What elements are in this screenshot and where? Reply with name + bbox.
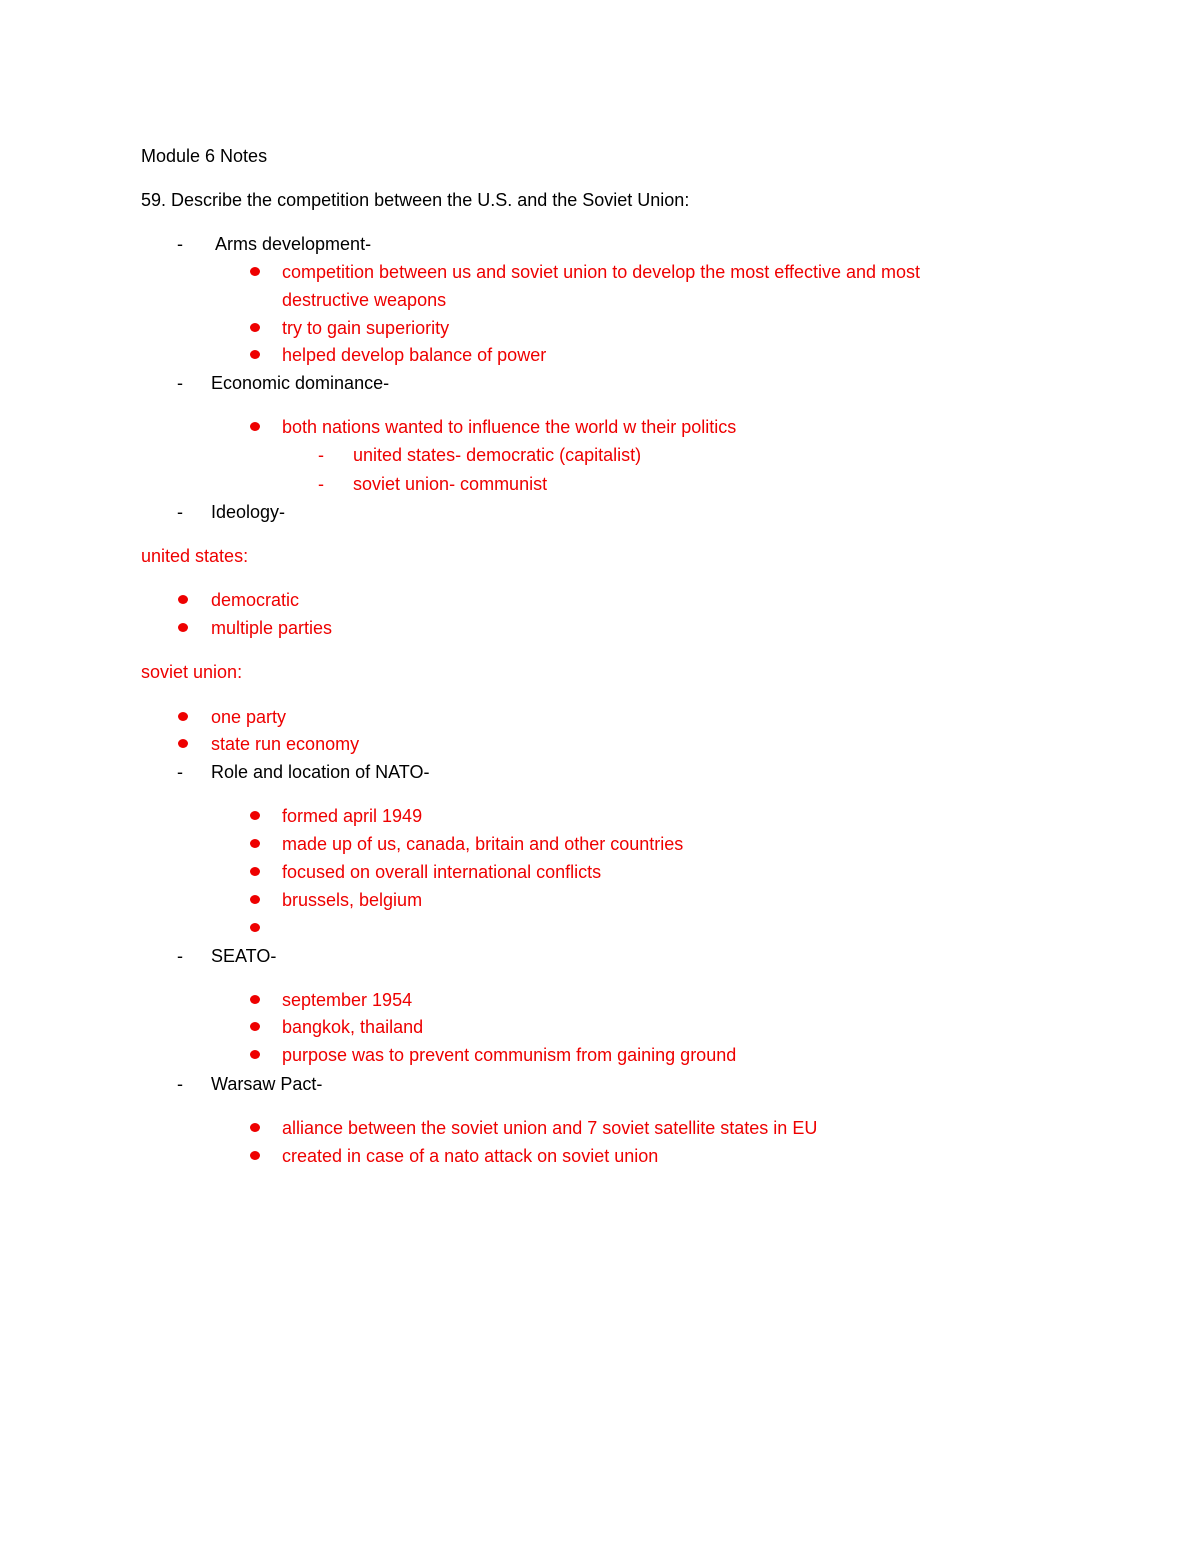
arms-label: Arms development- — [215, 234, 372, 254]
arms-item-1-cont: destructive weapons — [282, 290, 447, 310]
bullet-icon — [250, 422, 260, 431]
bullet-icon — [250, 1022, 260, 1031]
sub-dash-marker: - — [318, 474, 324, 494]
bullet-icon — [250, 1151, 260, 1160]
bullet-icon — [250, 811, 260, 820]
dash-marker: - — [177, 762, 183, 782]
bullet-icon — [250, 267, 260, 276]
nato-item-2: made up of us, canada, britain and other countries — [282, 834, 684, 854]
sub-dash-marker: - — [318, 445, 324, 465]
bullet-icon — [250, 350, 260, 359]
bullet-icon — [178, 712, 188, 721]
warsaw-item-2: created in case of a nato attack on soviet union — [282, 1146, 659, 1166]
bullet-icon — [178, 623, 188, 632]
dash-marker: - — [177, 234, 183, 254]
bullet-icon — [178, 595, 188, 604]
dash-marker: - — [177, 1074, 183, 1094]
economic-label: Economic dominance- — [211, 373, 390, 393]
us-item-2: multiple parties — [211, 618, 333, 638]
nato-item-1: formed april 1949 — [282, 806, 423, 826]
warsaw-item-1: alliance between the soviet union and 7 soviet satellite states in EU — [282, 1118, 818, 1138]
ideology-label: Ideology- — [211, 502, 286, 522]
arms-item-1: competition between us and soviet union to develop the most effective and most — [282, 262, 921, 282]
arms-item-2: try to gain superiority — [282, 318, 450, 338]
su-item-1: one party — [211, 707, 287, 727]
arms-item-3: helped develop balance of power — [282, 345, 547, 365]
seato-item-2: bangkok, thailand — [282, 1017, 424, 1037]
bullet-icon — [250, 1050, 260, 1059]
bullet-icon — [250, 1123, 260, 1132]
bullet-icon — [178, 739, 188, 748]
economic-item-1: both nations wanted to influence the world w their politics — [282, 417, 737, 437]
nato-label: Role and location of NATO- — [211, 762, 430, 782]
warsaw-label: Warsaw Pact- — [211, 1074, 323, 1094]
document-title: Module 6 Notes — [141, 146, 268, 166]
dash-marker: - — [177, 946, 183, 966]
nato-item-3: focused on overall international conflicts — [282, 862, 602, 882]
dash-marker: - — [177, 373, 183, 393]
seato-item-3: purpose was to prevent communism from gaining ground — [282, 1045, 737, 1065]
bullet-icon — [250, 323, 260, 332]
question-prompt: 59. Describe the competition between the U.S. and the Soviet Union: — [141, 190, 690, 210]
seato-item-1: september 1954 — [282, 990, 413, 1010]
bullet-icon — [250, 995, 260, 1004]
bullet-icon — [250, 923, 260, 932]
us-item-1: democratic — [211, 590, 300, 610]
economic-subitem-2: soviet union- communist — [353, 474, 548, 494]
bullet-icon — [250, 895, 260, 904]
bullet-icon — [250, 839, 260, 848]
su-heading: soviet union: — [141, 662, 243, 682]
bullet-icon — [250, 867, 260, 876]
us-heading: united states: — [141, 546, 249, 566]
su-item-2: state run economy — [211, 734, 360, 754]
economic-subitem-1: united states- democratic (capitalist) — [353, 445, 642, 465]
nato-item-4: brussels, belgium — [282, 890, 423, 910]
dash-marker: - — [177, 502, 183, 522]
seato-label: SEATO- — [211, 946, 277, 966]
